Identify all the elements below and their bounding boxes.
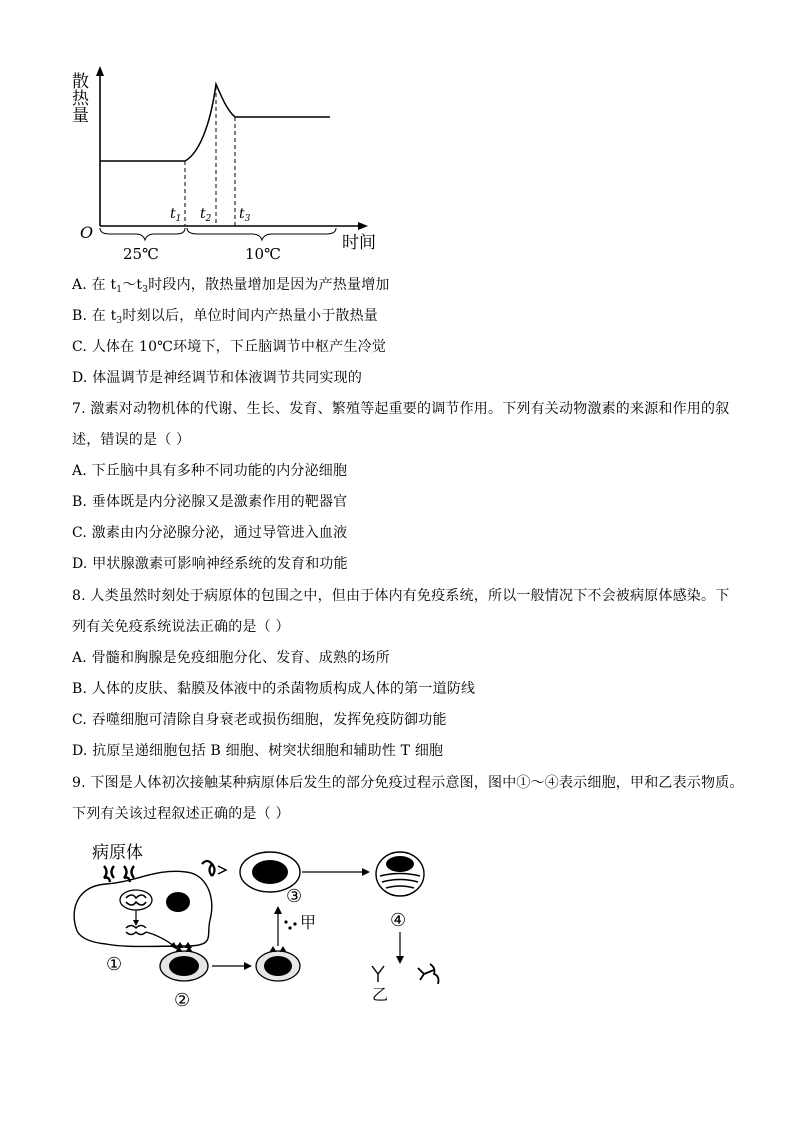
t1-label: $t_1$ [170,206,182,224]
q7-stem-line2: 述，错误的是（ ） [72,432,191,448]
range-10-label: 10℃ [245,245,281,263]
cytokine-dots-icon [284,920,296,929]
cell-2-nucleus [169,956,199,976]
q6-option-a: A. 在 $t_1\sim t_3$时段内，散热量增加是因为产热量增加 [72,277,390,295]
q8-option-d: D. 抗原呈递细胞包括 B 细胞、树突状细胞和辅助性 T 细胞 [72,743,444,759]
endosome-icon [120,890,152,910]
y-axis-label: 散热量 [70,72,88,123]
q8-option-b: B. 人体的皮肤、黏膜及体液中的杀菌物质构成人体的第一道防线 [72,681,476,697]
q7-option-d: D. 甲状腺激素可影响神经系统的发育和功能 [72,556,348,572]
er-icon [380,874,420,889]
origin-label: O [80,223,94,242]
q8-option-a: A. 骨髓和胸腺是免疫细胞分化、发育、成熟的场所 [72,650,390,666]
t3-label: $t_3$ [239,206,251,224]
cell-3-nucleus [252,860,288,884]
engulfed-pathogen-icon [126,895,146,905]
substance-b-label: 乙 [372,985,389,1004]
cell-3-label: ③ [286,886,303,907]
cell-1-nucleus [166,892,190,912]
cell-1-label: ① [106,954,123,975]
q8-stem-line1: 8. 人类虽然时刻处于病原体的包围之中，但由于体内有免疫系统，所以一般情况下不会被病原体感染。下 [72,588,730,604]
heat-curve [100,84,330,161]
q7-option-b: B. 垂体既是内分泌腺又是激素作用的靶器官 [72,494,348,510]
heat-graph-svg [70,58,390,268]
antigen-antibody-complex-icon [418,964,439,984]
q7-option-c: C. 激素由内分泌腺分泌，通过导管进入血液 [72,525,348,541]
t2-label: $t_2$ [200,206,212,224]
pathogen-near-b-icon [202,861,215,876]
q9-stem-line2: 下列有关该过程叙述正确的是（ ） [72,806,290,822]
q8-option-c: C. 吞噬细胞可清除自身衰老或损伤细胞，发挥免疫防御功能 [72,712,447,728]
heat-graph [70,58,390,268]
q6-option-d: D. 体温调节是神经调节和体液调节共同实现的 [72,370,363,386]
cell-2-label: ② [174,990,191,1011]
antigen-fragment-icon [126,926,146,935]
x-axis-label: 时间 [342,233,376,253]
substance-a-label: 甲 [300,913,317,932]
immune-diagram [66,836,466,1012]
y-axis-arrow [96,66,104,76]
q6-option-b: B. 在 $t_3$时刻以后，单位时间内产热量小于散热量 [72,308,379,326]
x-axis-arrow [358,222,368,230]
q7-stem-line1: 7. 激素对动物机体的代谢、生长、发育、繁殖等起重要的调节作用。下列有关动物激素的来源和作用的叙 [72,401,730,417]
brace-10 [187,228,336,240]
q9-stem-line1: 9. 下图是人体初次接触某种病原体后发生的部分免疫过程示意图，图中①～④表示细胞，甲和乙表示物质。 [72,775,744,791]
antibody-icon [372,966,384,982]
cell-4-label: ④ [390,910,407,931]
brace-25 [100,228,185,240]
q8-stem-line2: 列有关免疫系统说法正确的是（ ） [72,619,290,635]
q6-option-c: C. 人体在 10℃环境下，下丘脑调节中枢产生冷觉 [72,339,387,355]
q7-option-a: A. 下丘脑中具有多种不同功能的内分泌细胞 [72,463,348,479]
pathogen-label: 病原体 [92,843,143,863]
range-25-label: 25℃ [123,245,159,263]
immune-diagram-svg [66,836,466,1012]
